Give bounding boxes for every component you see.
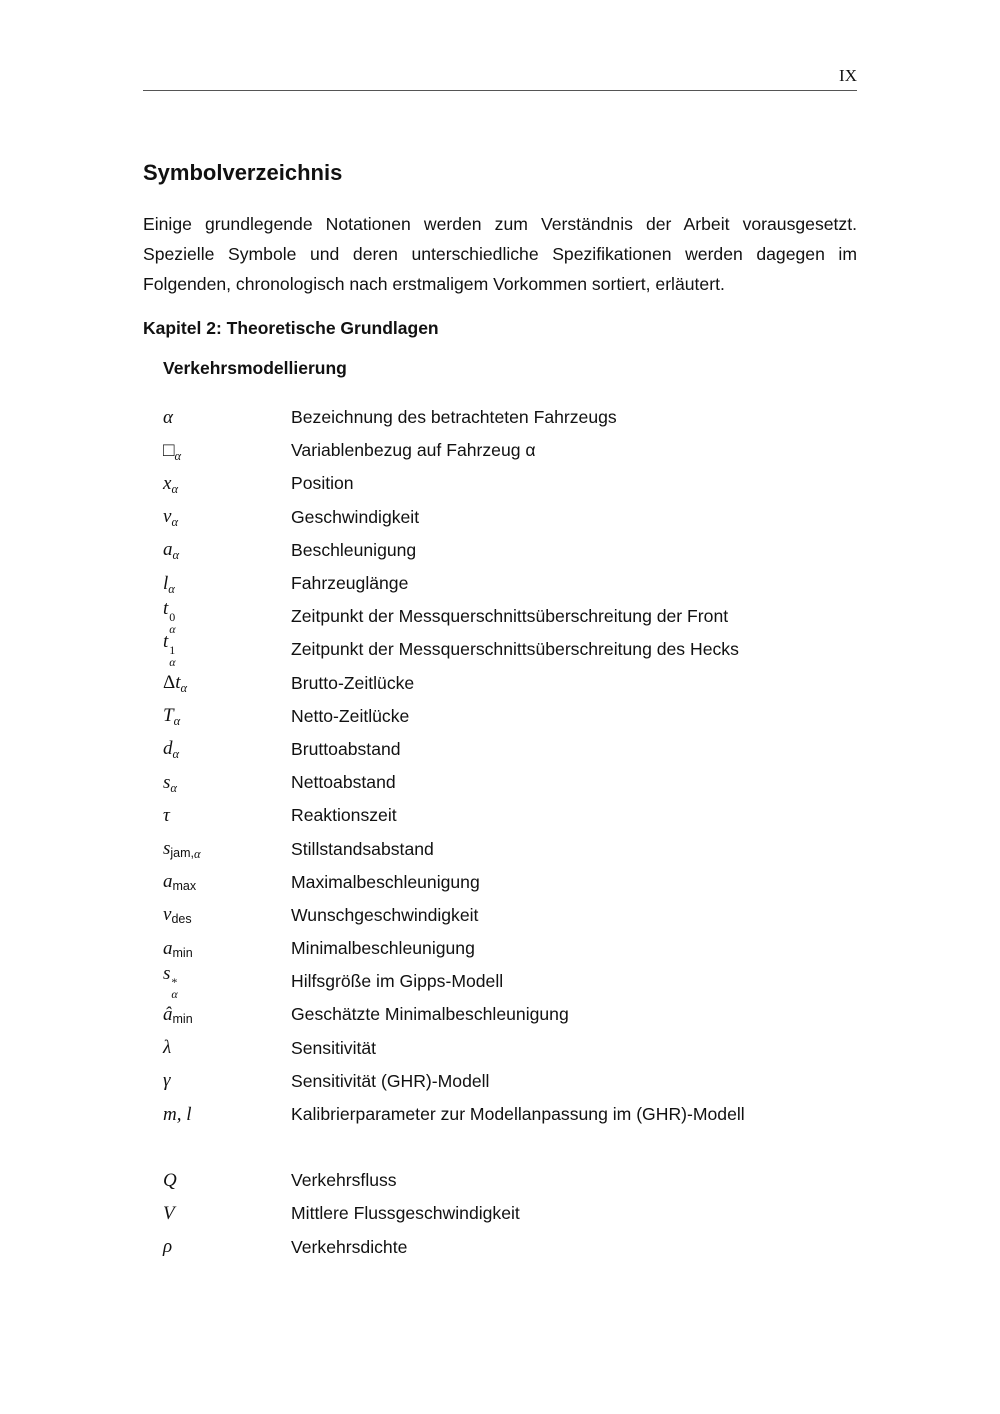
symbol-description: Sensitivität bbox=[291, 1037, 377, 1058]
symbol-description: Netto-Zeitlücke bbox=[291, 705, 410, 726]
symbol-row bbox=[163, 501, 857, 534]
symbol-description: Position bbox=[291, 473, 354, 494]
chapter-heading: Kapitel 2: Theoretische Grundlagen bbox=[143, 318, 439, 338]
symbol: vdes bbox=[163, 904, 192, 927]
symbol-description: Bruttoabstand bbox=[291, 738, 401, 759]
intro-paragraph: Einige grundlegende Notationen werden zum Verständnis der Arbeit vorausgesetzt. Spezielle Symbole und deren unterschiedliche Spezifikationen werden dagegen im Folgenden, chronologisch nach erstmaligem Vorkommen sortiert, erläutert. bbox=[143, 214, 857, 294]
symbol-description: Mittlere Flussgeschwindigkeit bbox=[291, 1203, 520, 1224]
symbol-row bbox=[163, 766, 857, 799]
symbol: Q bbox=[163, 1169, 177, 1191]
symbol-description: Kalibrierparameter zur Modellanpassung im (GHR)-Modell bbox=[291, 1104, 745, 1125]
symbol: $l_\alpha$ bbox=[163, 572, 175, 596]
symbol: $□_\alpha$ bbox=[163, 439, 182, 463]
symbol-row bbox=[163, 1164, 857, 1197]
symbol-row bbox=[163, 667, 857, 700]
symbol: $s_\alpha$ bbox=[163, 771, 177, 795]
page-title: Symbolverzeichnis bbox=[143, 160, 343, 185]
symbol: $d_\alpha$ bbox=[163, 738, 180, 762]
symbol-description: Geschwindigkeit bbox=[291, 506, 420, 527]
symbol: amin bbox=[163, 937, 193, 960]
symbol-row bbox=[163, 1098, 857, 1131]
symbol-description: Stillstandsabstand bbox=[291, 838, 434, 859]
symbol-description: Beschleunigung bbox=[291, 539, 417, 560]
symbol-row bbox=[163, 1032, 857, 1065]
symbol-description: Fahrzeuglänge bbox=[291, 573, 409, 594]
symbol-description: Minimalbeschleunigung bbox=[291, 938, 475, 959]
page-number: IX bbox=[839, 66, 857, 85]
symbol-row bbox=[163, 832, 857, 865]
symbol-list bbox=[163, 401, 857, 1264]
symbol: $sjam,_\alpha$ bbox=[163, 838, 201, 862]
symbol: âmin bbox=[163, 1003, 193, 1026]
symbol: t 1 α bbox=[163, 631, 176, 670]
symbol-description: Verkehrsfluss bbox=[291, 1170, 397, 1191]
symbol-row bbox=[163, 932, 857, 965]
symbol: V bbox=[163, 1202, 175, 1224]
symbol-description: Hilfsgröße im Gipps-Modell bbox=[291, 971, 504, 992]
symbol-row bbox=[163, 467, 857, 500]
symbol-description: Wunschgeschwindigkeit bbox=[291, 904, 479, 925]
symbol-row bbox=[163, 963, 857, 1002]
symbol-description: Nettoabstand bbox=[291, 772, 396, 793]
symbol: $\Delta t_\alpha$ bbox=[163, 672, 188, 696]
symbol: s * α bbox=[163, 963, 178, 1002]
symbol-row bbox=[163, 899, 857, 932]
symbol-description: Brutto-Zeitlücke bbox=[291, 672, 415, 693]
symbol: γ bbox=[163, 1070, 171, 1092]
symbol: τ bbox=[163, 804, 170, 826]
header-rule bbox=[143, 90, 857, 91]
symbol-row bbox=[163, 1231, 857, 1264]
symbol-description: Geschätzte Minimalbeschleunigung bbox=[291, 1004, 569, 1025]
symbol-description: Zeitpunkt der Messquerschnittsüberschreitung des Hecks bbox=[291, 639, 739, 660]
symbol-row bbox=[163, 598, 857, 637]
symbol-description: Maximalbeschleunigung bbox=[291, 871, 480, 892]
symbol-row bbox=[163, 434, 857, 467]
symbol-row bbox=[163, 799, 857, 832]
symbol: $a_\alpha$ bbox=[163, 539, 180, 563]
symbol-description: Sensitivität (GHR)-Modell bbox=[291, 1070, 490, 1091]
symbol: t 0 α bbox=[163, 598, 176, 637]
symbol-row bbox=[163, 401, 857, 434]
symbol: α bbox=[163, 406, 173, 428]
symbol-description: Zeitpunkt der Messquerschnittsüberschreitung der Front bbox=[291, 606, 729, 627]
symbol: λ bbox=[163, 1037, 172, 1059]
symbol-description: Verkehrsdichte bbox=[291, 1236, 408, 1257]
symbol-row bbox=[163, 998, 857, 1031]
symbol-row bbox=[163, 631, 857, 670]
symbol-row bbox=[163, 567, 857, 600]
symbol-row bbox=[163, 733, 857, 766]
symbol: $x_\alpha$ bbox=[163, 472, 178, 496]
symbol-description: Bezeichnung des betrachteten Fahrzeugs bbox=[291, 407, 617, 428]
symbol-row bbox=[163, 1197, 857, 1230]
symbol-row bbox=[163, 1065, 857, 1098]
symbol: m, l bbox=[163, 1103, 192, 1125]
symbol-description: Variablenbezug auf Fahrzeug α bbox=[291, 440, 536, 461]
symbol: $T_\alpha$ bbox=[163, 705, 181, 729]
symbol: ρ bbox=[163, 1236, 173, 1258]
section-heading: Verkehrsmodellierung bbox=[163, 358, 347, 378]
symbol: amax bbox=[163, 871, 197, 894]
symbol-row bbox=[163, 534, 857, 567]
symbol-description: Reaktionszeit bbox=[291, 805, 397, 826]
symbol-row bbox=[163, 700, 857, 733]
symbol: $v_\alpha$ bbox=[163, 506, 178, 530]
symbol-row bbox=[163, 866, 857, 899]
